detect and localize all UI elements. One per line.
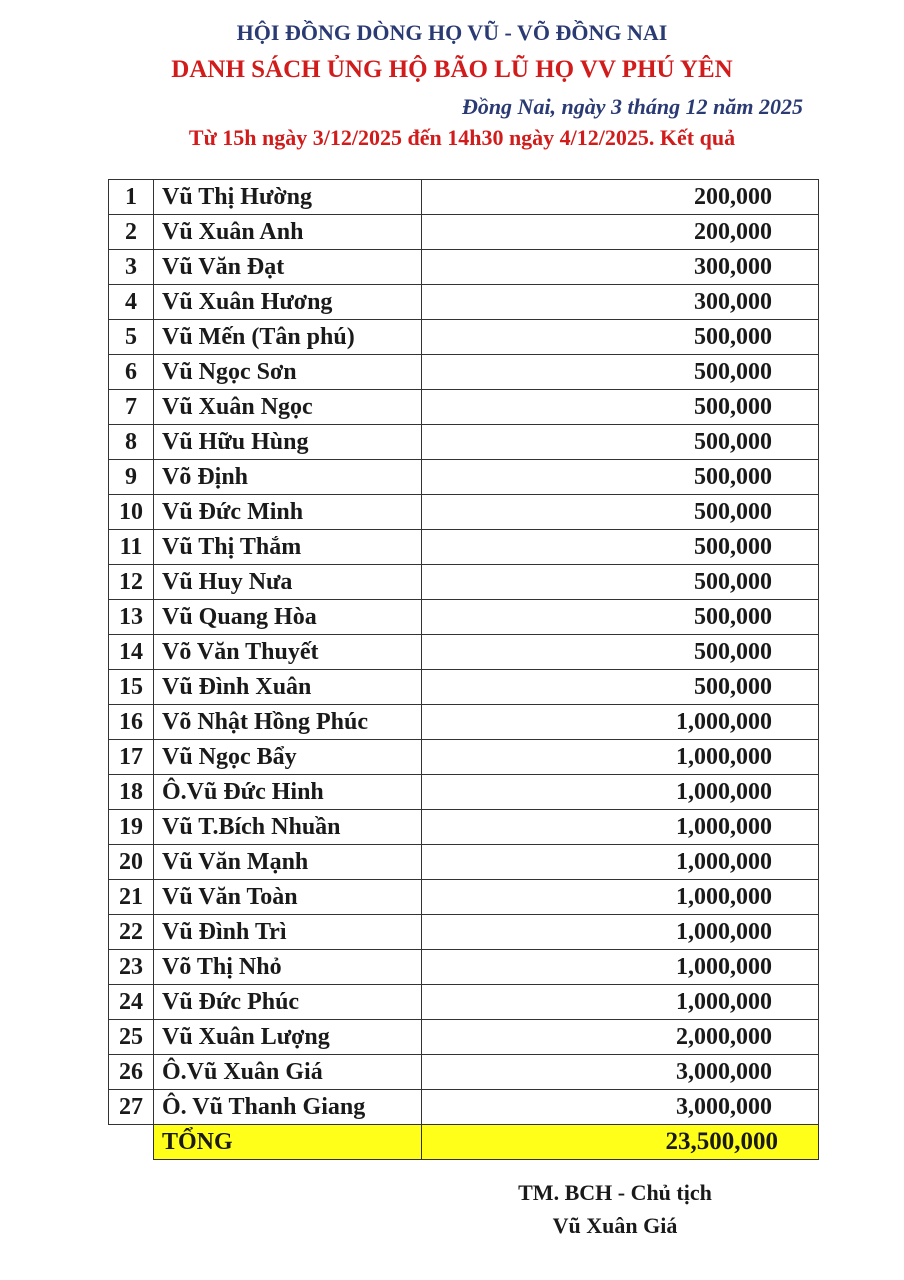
row-number: 3 xyxy=(109,250,154,285)
row-number: 21 xyxy=(109,880,154,915)
table-row xyxy=(109,880,819,915)
donor-name: Vũ Xuân Hương xyxy=(154,285,422,320)
table-row xyxy=(109,180,819,215)
donor-name: Võ Nhật Hồng Phúc xyxy=(154,705,422,740)
donor-name: Vũ Đức Phúc xyxy=(154,985,422,1020)
table-row xyxy=(109,810,819,845)
donation-amount: 500,000 xyxy=(422,425,819,460)
row-number: 26 xyxy=(109,1055,154,1090)
donation-amount: 1,000,000 xyxy=(422,915,819,950)
donation-amount: 500,000 xyxy=(422,390,819,425)
row-number: 2 xyxy=(109,215,154,250)
row-number: 5 xyxy=(109,320,154,355)
table-row xyxy=(109,390,819,425)
total-label: TỔNG xyxy=(154,1125,422,1160)
donor-name: Ô.Vũ Đức Hinh xyxy=(154,775,422,810)
donation-amount: 500,000 xyxy=(422,320,819,355)
table-row xyxy=(109,775,819,810)
donation-amount: 1,000,000 xyxy=(422,775,819,810)
table-row xyxy=(109,600,819,635)
donation-amount: 2,000,000 xyxy=(422,1020,819,1055)
row-number: 10 xyxy=(109,495,154,530)
donation-amount: 1,000,000 xyxy=(422,985,819,1020)
table-row xyxy=(109,670,819,705)
donation-amount: 500,000 xyxy=(422,565,819,600)
row-number: 25 xyxy=(109,1020,154,1055)
table-row xyxy=(109,950,819,985)
row-number: 20 xyxy=(109,845,154,880)
table-row xyxy=(109,635,819,670)
donor-table xyxy=(108,179,819,1160)
row-number: 14 xyxy=(109,635,154,670)
donor-name: Vũ Quang Hòa xyxy=(154,600,422,635)
donor-name: Vũ Văn Đạt xyxy=(154,250,422,285)
donation-amount: 3,000,000 xyxy=(422,1090,819,1125)
donor-name: Ô.Vũ Xuân Giá xyxy=(154,1055,422,1090)
table-row xyxy=(109,320,819,355)
table-row xyxy=(109,530,819,565)
row-number: 6 xyxy=(109,355,154,390)
total-row xyxy=(109,1125,819,1160)
donation-amount: 1,000,000 xyxy=(422,845,819,880)
donor-name: Vũ Huy Nưa xyxy=(154,565,422,600)
table-row xyxy=(109,1090,819,1125)
donation-amount: 200,000 xyxy=(422,215,819,250)
table-row xyxy=(109,495,819,530)
donor-name: Vũ Thị Hường xyxy=(154,180,422,215)
donation-amount: 200,000 xyxy=(422,180,819,215)
row-number: 7 xyxy=(109,390,154,425)
donation-amount: 1,000,000 xyxy=(422,880,819,915)
table-row xyxy=(109,355,819,390)
donation-amount: 300,000 xyxy=(422,285,819,320)
donor-name: Vũ Đình Xuân xyxy=(154,670,422,705)
donation-amount: 1,000,000 xyxy=(422,950,819,985)
donation-amount: 500,000 xyxy=(422,530,819,565)
donation-amount: 500,000 xyxy=(422,635,819,670)
row-number: 13 xyxy=(109,600,154,635)
document-title: DANH SÁCH ỦNG HỘ BÃO LŨ HỌ VV PHÚ YÊN xyxy=(171,56,733,83)
donor-name: Vũ Ngọc Sơn xyxy=(154,355,422,390)
donor-name: Võ Định xyxy=(154,460,422,495)
row-number: 1 xyxy=(109,180,154,215)
row-number: 22 xyxy=(109,915,154,950)
table-row xyxy=(109,705,819,740)
donation-amount: 500,000 xyxy=(422,460,819,495)
table-row xyxy=(109,425,819,460)
donation-amount: 500,000 xyxy=(422,600,819,635)
table-row xyxy=(109,285,819,320)
table-row xyxy=(109,740,819,775)
donor-name: Vũ Văn Toàn xyxy=(154,880,422,915)
donor-name: Vũ Xuân Anh xyxy=(154,215,422,250)
row-number: 8 xyxy=(109,425,154,460)
row-number: 15 xyxy=(109,670,154,705)
table-row xyxy=(109,1055,819,1090)
donor-name: Võ Văn Thuyết xyxy=(154,635,422,670)
donor-name: Vũ Thị Thắm xyxy=(154,530,422,565)
row-number: 23 xyxy=(109,950,154,985)
donation-amount: 3,000,000 xyxy=(422,1055,819,1090)
row-number: 17 xyxy=(109,740,154,775)
table-row xyxy=(109,250,819,285)
donor-name: Vũ Ngọc Bẩy xyxy=(154,740,422,775)
donor-table-body xyxy=(109,180,819,1125)
row-number: 19 xyxy=(109,810,154,845)
organization-heading: HỘI ĐỒNG DÒNG HỌ VŨ - VÕ ĐỒNG NAI xyxy=(236,20,668,45)
row-number: 11 xyxy=(109,530,154,565)
total-row-spacer xyxy=(109,1125,154,1160)
row-number: 24 xyxy=(109,985,154,1020)
row-number: 9 xyxy=(109,460,154,495)
donor-name: Vũ Văn Mạnh xyxy=(154,845,422,880)
row-number: 16 xyxy=(109,705,154,740)
total-amount: 23,500,000 xyxy=(422,1125,819,1160)
table-row xyxy=(109,1020,819,1055)
donor-name: Vũ Xuân Ngọc xyxy=(154,390,422,425)
table-row xyxy=(109,985,819,1020)
row-number: 27 xyxy=(109,1090,154,1125)
table-row xyxy=(109,215,819,250)
donation-amount: 500,000 xyxy=(422,495,819,530)
donor-name: Ô. Vũ Thanh Giang xyxy=(154,1090,422,1125)
signature-role: TM. BCH - Chủ tịch xyxy=(518,1180,712,1205)
donation-amount: 1,000,000 xyxy=(422,705,819,740)
donor-name: Vũ Đức Minh xyxy=(154,495,422,530)
donation-amount: 1,000,000 xyxy=(422,740,819,775)
donor-name: Vũ Đình Trì xyxy=(154,915,422,950)
row-number: 18 xyxy=(109,775,154,810)
donor-name: Võ Thị Nhỏ xyxy=(154,950,422,985)
date-line: Đồng Nai, ngày 3 tháng 12 năm 2025 xyxy=(461,94,803,119)
donor-name: Vũ Hữu Hùng xyxy=(154,425,422,460)
table-row xyxy=(109,460,819,495)
row-number: 4 xyxy=(109,285,154,320)
table-row xyxy=(109,565,819,600)
donation-amount: 500,000 xyxy=(422,670,819,705)
donation-amount: 500,000 xyxy=(422,355,819,390)
signature-name: Vũ Xuân Giá xyxy=(552,1213,678,1238)
table-row xyxy=(109,845,819,880)
donor-name: Vũ T.Bích Nhuần xyxy=(154,810,422,845)
donation-amount: 1,000,000 xyxy=(422,810,819,845)
table-row xyxy=(109,915,819,950)
donor-name: Vũ Xuân Lượng xyxy=(154,1020,422,1055)
donation-amount: 300,000 xyxy=(422,250,819,285)
period-line: Từ 15h ngày 3/12/2025 đến 14h30 ngày 4/12/2025. Kết quả xyxy=(188,125,736,150)
row-number: 12 xyxy=(109,565,154,600)
donor-name: Vũ Mến (Tân phú) xyxy=(154,320,422,355)
